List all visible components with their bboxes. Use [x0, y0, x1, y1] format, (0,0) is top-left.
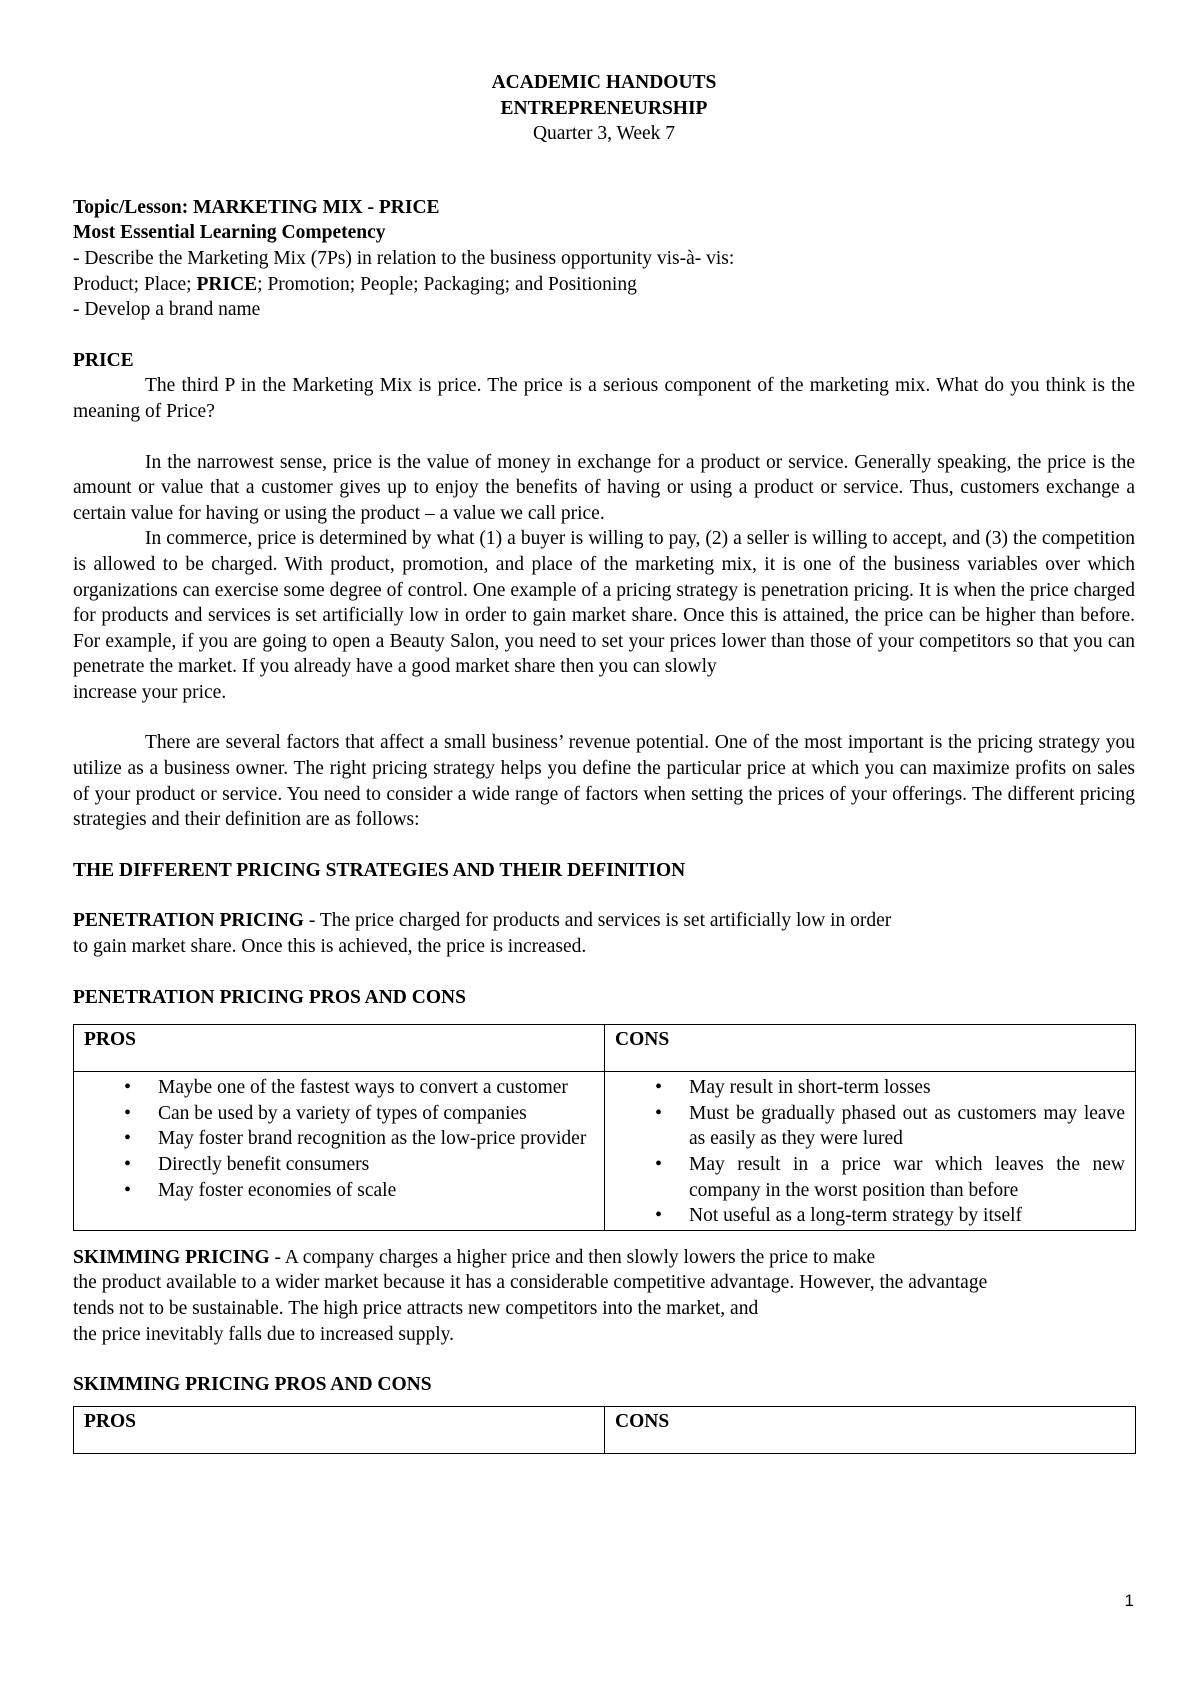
penetration-definition-text: - The price charged for products and services is set artificially low in order [303, 910, 892, 932]
list-item: • Must be gradually phased out as customers may leave as easily as they were lured [605, 1101, 1125, 1152]
melc-text: Product; Place; [73, 273, 197, 295]
melc-heading: Most Essential Learning Competency [73, 222, 386, 244]
skimming-definition-line-4: the price inevitably falls due to increased supply. [73, 1323, 455, 1345]
topic-label: Topic/Lesson: [73, 196, 189, 218]
strategies-heading: THE DIFFERENT PRICING STRATEGIES AND THEIR DEFINITION [73, 859, 686, 881]
table-header-row [74, 1025, 1136, 1072]
page-number: 1 [1124, 1591, 1134, 1610]
list-item: • Maybe one of the fastest ways to convert a customer [74, 1075, 594, 1101]
pros-cell [74, 1072, 605, 1231]
pros-list [74, 1075, 594, 1203]
table-header-row [74, 1406, 1136, 1453]
skimming-definition-line-3: tends not to be sustainable. The high price attracts new competitors into the market, and [73, 1297, 759, 1319]
header-quarter: Quarter 3, Week 7 [532, 123, 676, 145]
price-paragraph-4: There are several factors that affect a small business’ revenue potential. One of the most important is the pricing strategy you utilize as a business owner. The right pricing strategy helps you define the particular price at which you can maximize profits on sales of your product or service. You need to consider a wide range of factors when setting the prices of your offerings. The different pricing strategies and their definition are as follows: [73, 732, 1135, 831]
list-item: • May result in a price war which leaves the new company in the worst position than before [605, 1152, 1125, 1203]
penetration-table-heading: PENETRATION PRICING PROS AND CONS [73, 986, 466, 1008]
table-row [74, 1072, 1136, 1231]
price-heading: PRICE [73, 349, 134, 371]
topic-value: MARKETING MIX - PRICE [188, 196, 440, 218]
melc-line-1: - Describe the Marketing Mix (7Ps) in relation to the business opportunity vis-à- vis: [73, 247, 735, 269]
melc-text: ; Promotion; People; Packaging; and Positioning [257, 273, 637, 295]
cons-cell [605, 1072, 1136, 1231]
header-title: ACADEMIC HANDOUTS [491, 72, 717, 93]
skimming-definition-text: - A company charges a higher price and then slowly lowers the price to make [269, 1246, 876, 1268]
price-paragraph-1: The third P in the Marketing Mix is price. The price is a serious component of the marketing mix. What do you think is the meaning of Price? [73, 375, 1135, 422]
list-item: • Directly benefit consumers [74, 1152, 594, 1178]
melc-price-emphasis: PRICE [196, 273, 258, 295]
list-item: • May result in short-term losses [605, 1075, 1125, 1101]
list-item: • May foster brand recognition as the low-price provider [74, 1126, 594, 1152]
skimming-definition-line-1 [73, 1245, 1135, 1271]
cons-list [605, 1075, 1125, 1229]
topic-line [73, 195, 1135, 221]
skimming-table-heading: SKIMMING PRICING PROS AND CONS [73, 1374, 432, 1396]
skimming-term: SKIMMING PRICING [73, 1246, 270, 1268]
skimming-pros-cons-table [73, 1406, 1136, 1454]
pros-header: PROS [74, 1406, 605, 1453]
cons-header: CONS [605, 1025, 1136, 1072]
list-item: • Not useful as a long-term strategy by itself [605, 1203, 1125, 1229]
pros-header: PROS [74, 1025, 605, 1072]
skimming-definition-line-2: the product available to a wider market because it has a considerable competitive advantage. However, the advantage [73, 1272, 988, 1294]
price-paragraph-3: In commerce, price is determined by what (1) a buyer is willing to pay, (2) a seller is willing to accept, and (3) the competition is allowed to be charged. With product, promotion, and place of the marketing mix, it is one of the business variables over which organizations can exercise some degree of control. One example of a pricing strategy is penetration pricing. It is when the price charged for products and services is set artificially low in order to gain market share. Once this is attained, the price can be higher than before. For example, if you are going to open a Beauty Salon, you need to set your prices lower than those of your competitors so that you can penetrate the market. If you already have a good market share then you can slowly [73, 528, 1135, 678]
penetration-pros-cons-table [73, 1024, 1136, 1231]
document-page [73, 70, 1135, 1454]
penetration-definition-line-1 [73, 908, 1135, 934]
header-subject: ENTREPRENEURSHIP [500, 97, 708, 119]
melc-line-2 [73, 272, 1135, 298]
list-item: • Can be used by a variety of types of companies [74, 1101, 594, 1127]
melc-line-3: - Develop a brand name [73, 299, 261, 321]
list-item: • May foster economies of scale [74, 1178, 594, 1204]
price-paragraph-3-end: increase your price. [73, 681, 227, 703]
cons-header: CONS [605, 1406, 1136, 1453]
penetration-term: PENETRATION PRICING [73, 910, 304, 932]
penetration-definition-line-2: to gain market share. Once this is achieved, the price is increased. [73, 936, 587, 958]
price-paragraph-2: In the narrowest sense, price is the value of money in exchange for a product or service. Generally speaking, the price is the amount or value that a customer gives up to enjoy the benefits of having or using a product or service. Thus, customers exchange a certain value for having or using the product – a value we call price. [73, 451, 1135, 524]
